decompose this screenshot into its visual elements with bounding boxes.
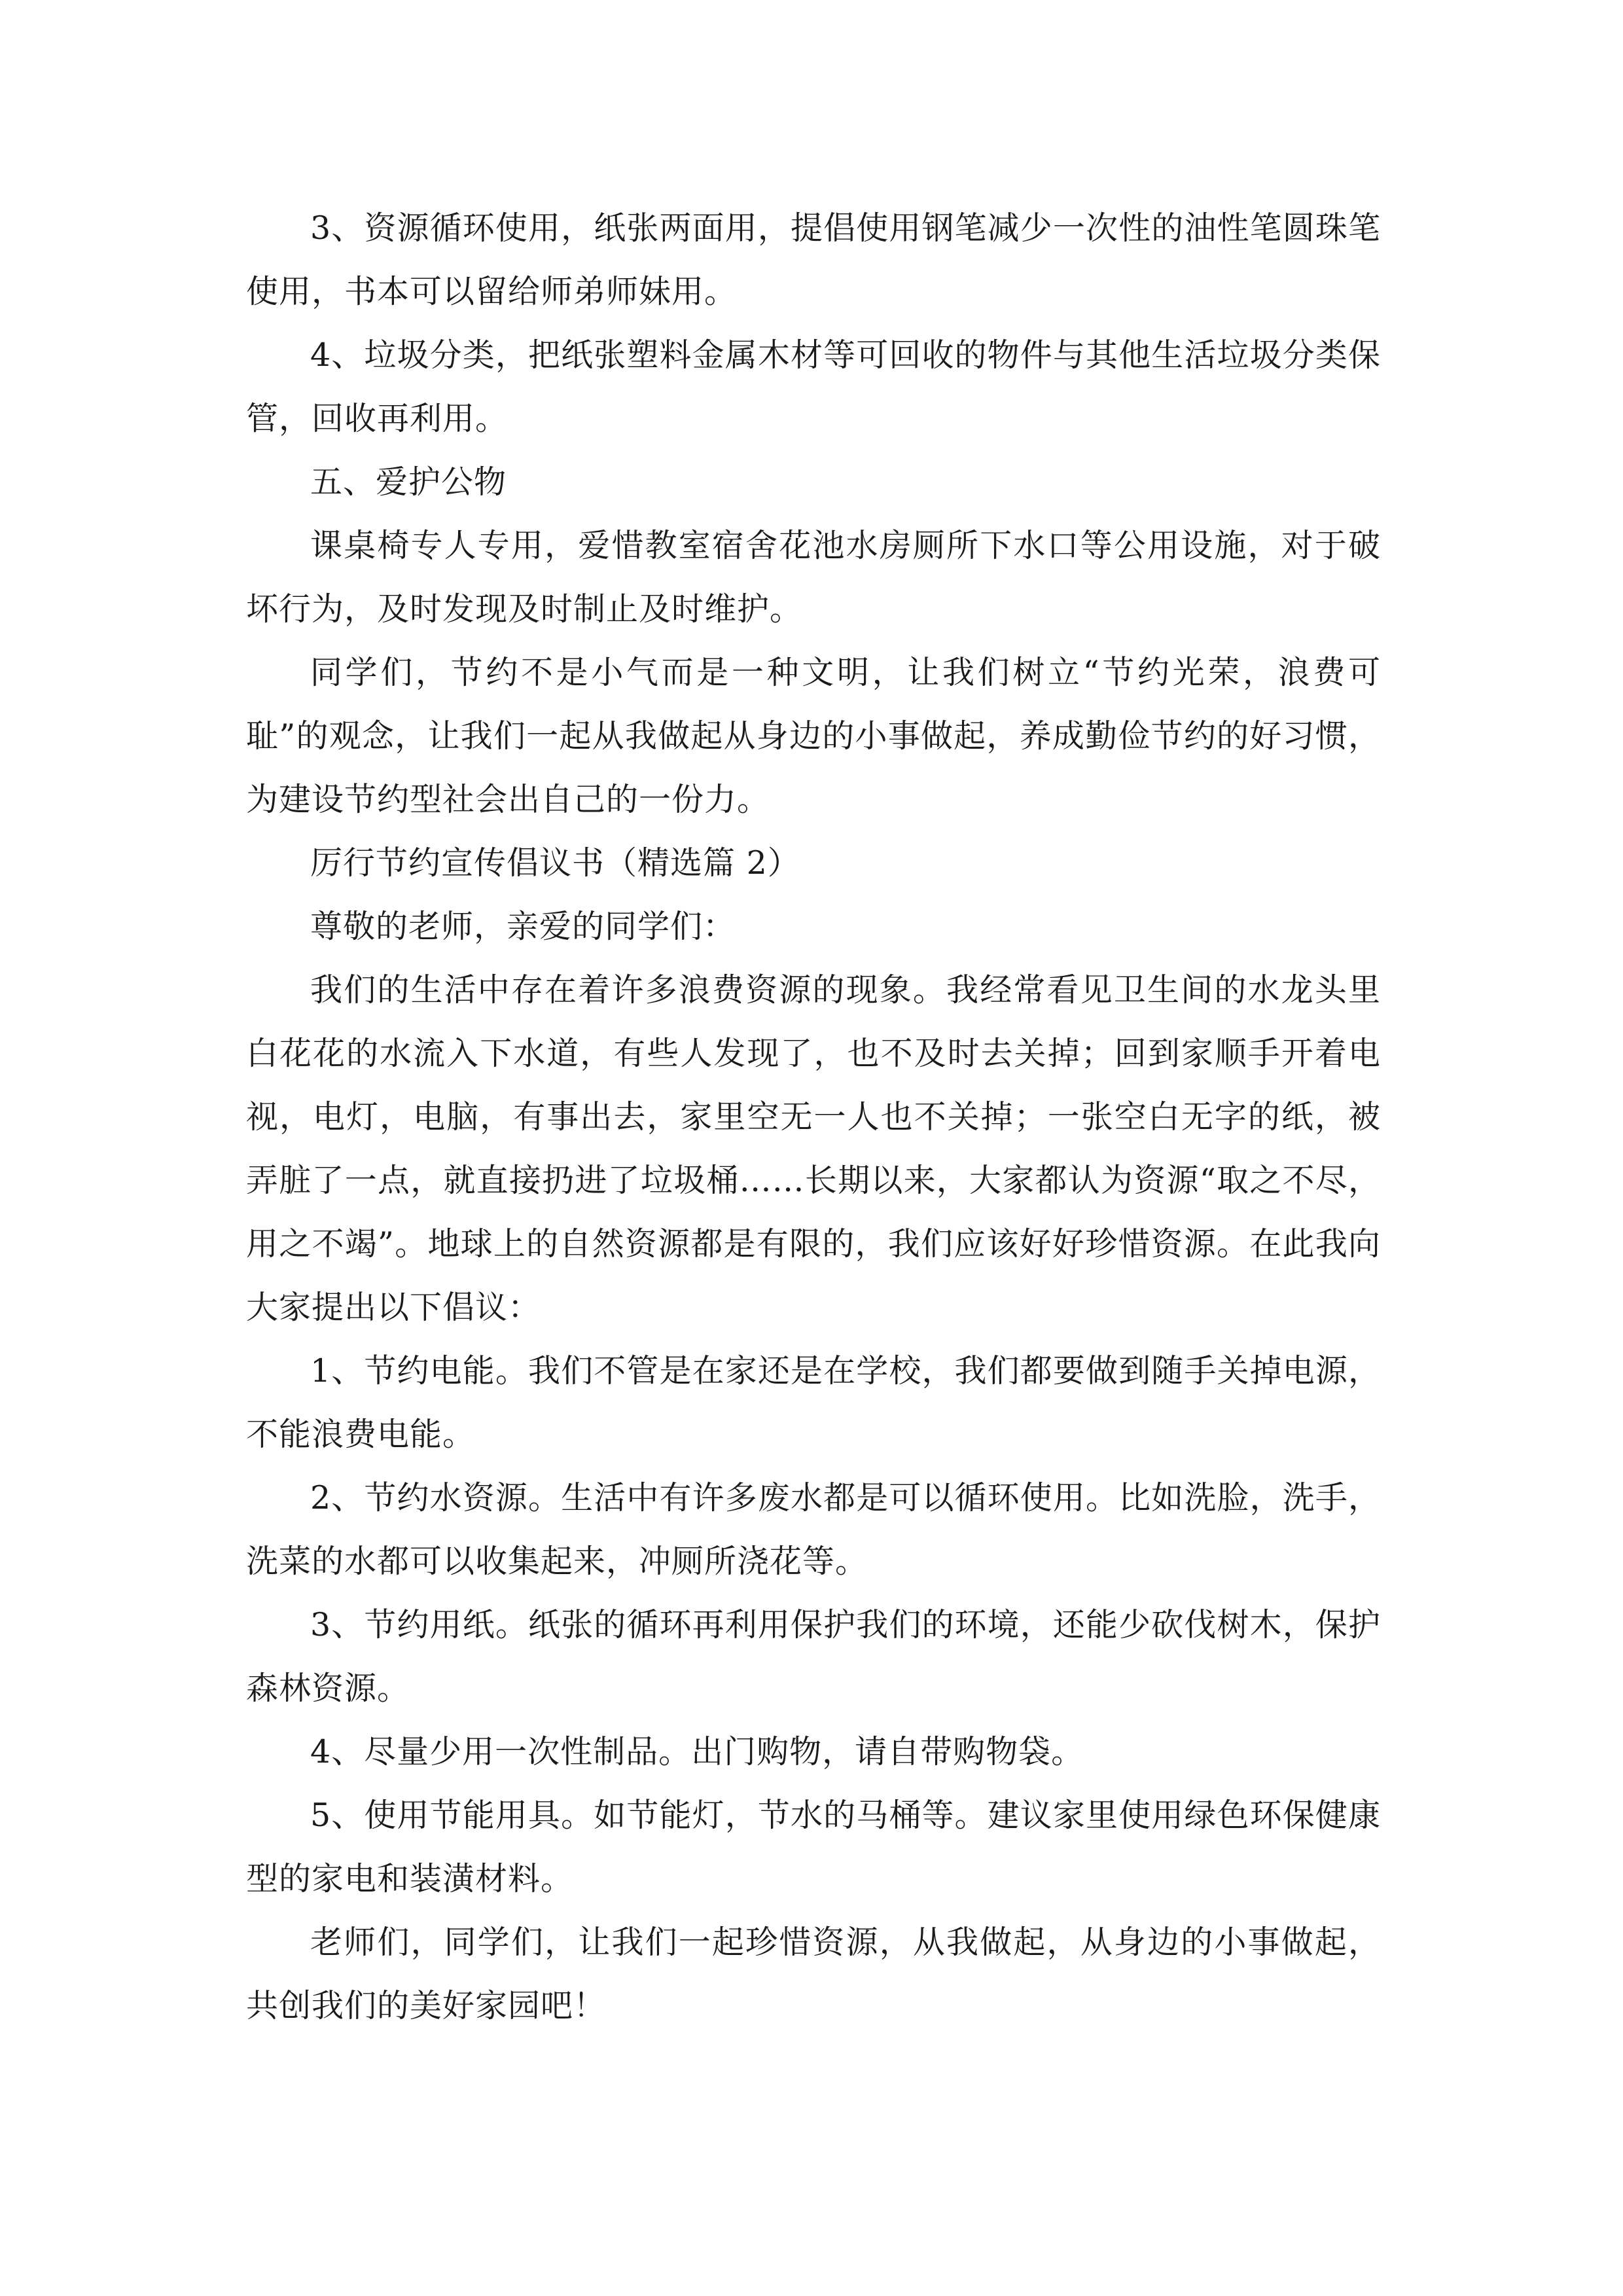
paragraph-disposables: 4、尽量少用一次性制品。出门购物，请自带购物袋。 xyxy=(310,1733,1084,1770)
paragraph-recycle: 3、资源循环使用，纸张两面用，提倡使用钢笔减少一次性的油性笔圆珠笔使用，书本可以留给师弟师妹用。 xyxy=(246,209,1381,310)
paragraph-closing: 老师们，同学们，让我们一起珍惜资源，从我做起，从身边的小事做起，共创我们的美好家园吧！ xyxy=(246,1924,1381,2024)
paragraph-conclusion-1: 同学们，节约不是小气而是一种文明，让我们树立“节约光荣，浪费可耻”的观念，让我们一起从我做起从身边的小事做起，养成勤俭节约的好习惯，为建设节约型社会出自己的一份力。 xyxy=(246,654,1381,818)
paragraph-energy-saving: 5、使用节能用具。如节能灯，节水的马桶等。建议家里使用绿色环保健康型的家电和装潢材料。 xyxy=(246,1797,1381,1897)
salutation: 尊敬的老师，亲爱的同学们： xyxy=(310,908,736,945)
paragraph-public-property: 课桌椅专人专用，爱惜教室宿舍花池水房厕所下水口等公用设施，对于破坏行为，及时发现及时制止及时维护。 xyxy=(246,527,1381,628)
paragraph-intro: 我们的生活中存在着许多浪费资源的现象。我经常看见卫生间的水龙头里白花花的水流入下水道，有些人发现了，也不及时去关掉；回到家顺手开着电视，电灯，电脑，有事出去，家里空无一人也不关掉；一张空白无字的纸，被弄脏了一点，就直接扔进了垃圾桶……长期以来，大家都认为资源“取之不尽，用之不竭”。地球上的自然资源都是有限的，我们应该好好珍惜资源。在此我向大家提出以下倡议： xyxy=(246,971,1381,1326)
paragraph-paper: 3、节约用纸。纸张的循环再利用保护我们的环境，还能少砍伐树木，保护森林资源。 xyxy=(246,1606,1381,1707)
article-title-2: 厉行节约宣传倡议书（精选篇 2） xyxy=(310,844,800,882)
paragraph-sorting: 4、垃圾分类，把纸张塑料金属木材等可回收的物件与其他生活垃圾分类保管，回收再利用。 xyxy=(246,336,1381,437)
paragraph-electricity: 1、节约电能。我们不管是在家还是在学校，我们都要做到随手关掉电源，不能浪费电能。 xyxy=(246,1352,1381,1453)
section-heading-public-property: 五、爱护公物 xyxy=(310,463,507,501)
document-body xyxy=(246,196,1381,2037)
paragraph-water: 2、节约水资源。生活中有许多废水都是可以循环使用。比如洗脸，洗手，洗菜的水都可以收集起来，冲厕所浇花等。 xyxy=(246,1479,1381,1580)
